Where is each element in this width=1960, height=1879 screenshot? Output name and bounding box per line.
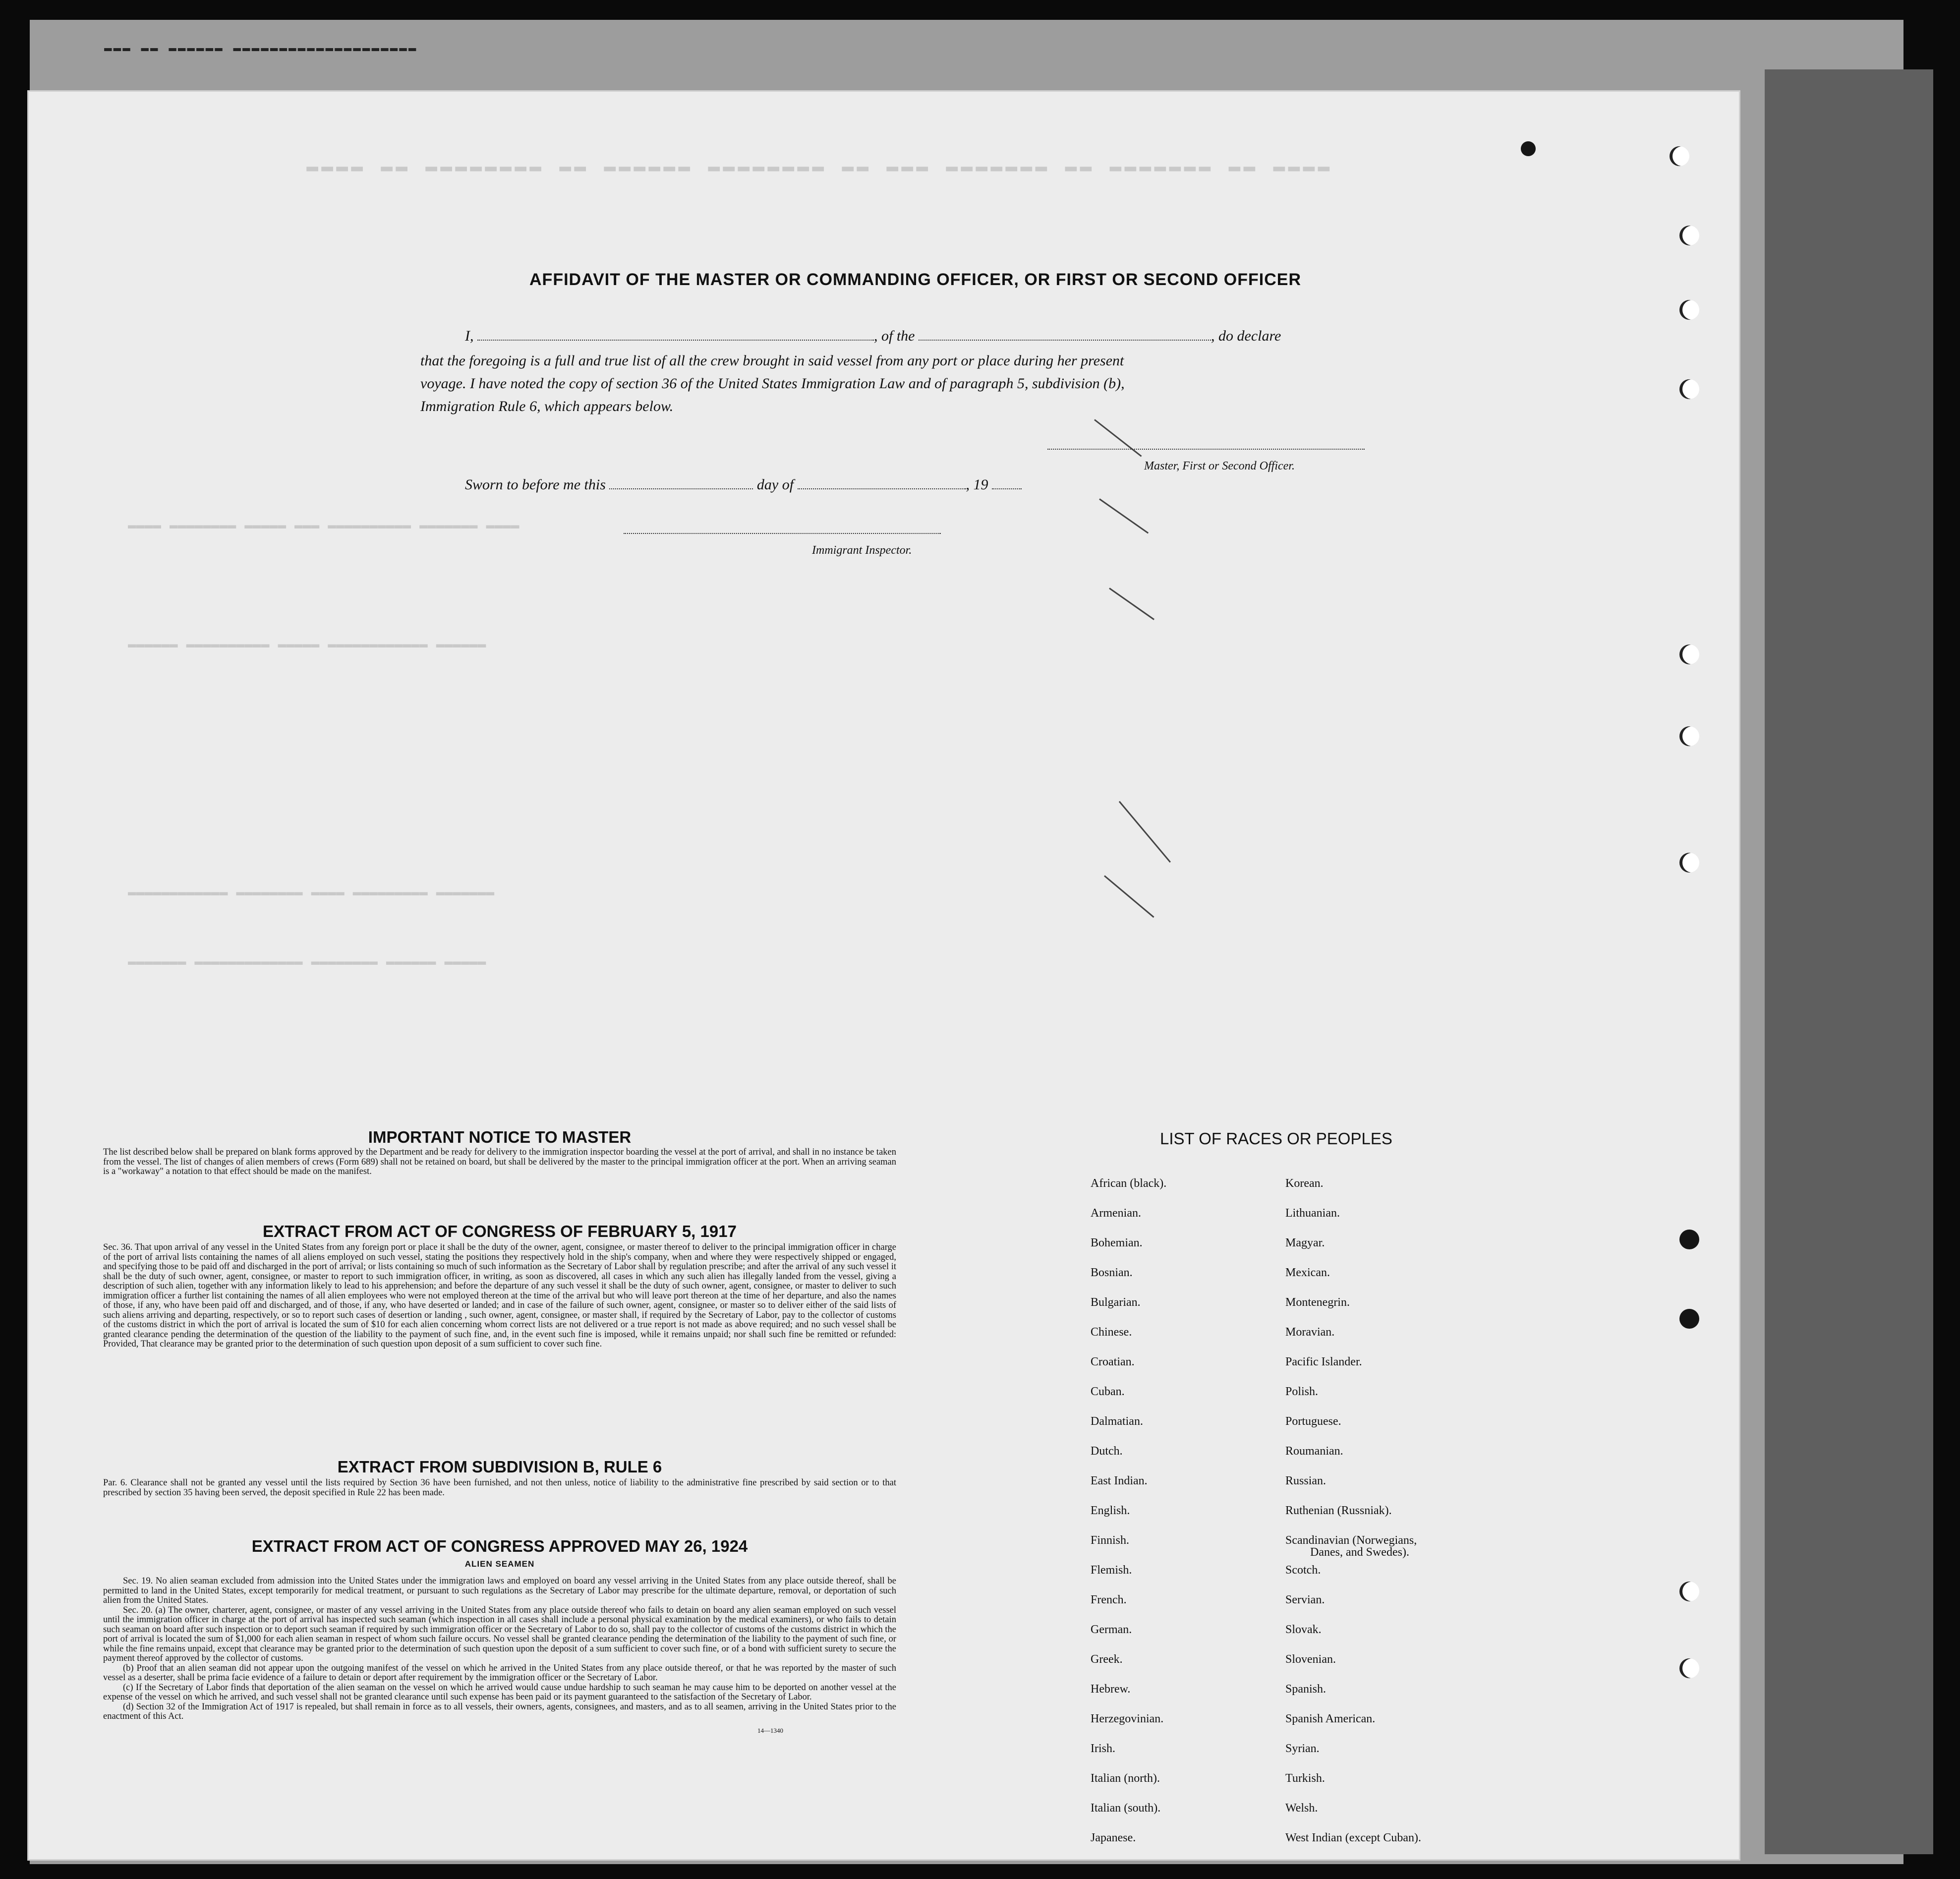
race-item: Irish.: [1091, 1742, 1115, 1755]
affidavit-line-2: that the foregoing is a full and true list of all the crew brought in said vessel from any port or place during her present: [420, 352, 1124, 369]
race-item: Hebrew.: [1091, 1683, 1131, 1696]
punch-hole: [1679, 645, 1699, 664]
punch-hole: [1679, 726, 1699, 746]
race-item: Armenian.: [1091, 1207, 1141, 1220]
race-item: Bosnian.: [1091, 1266, 1133, 1279]
race-item: Slovak.: [1285, 1623, 1322, 1636]
punch-hole: [1679, 1582, 1699, 1601]
race-item: Welsh.: [1285, 1802, 1318, 1815]
act-1924-sec-20c: (c) If the Secretary of Labor finds that deportation of the alien seaman on the vessel on which he arrived would cause undue hardship to such seaman he may cause him to be deported on another vessel at the expense of the vessel on which he arrived, and such vessel shall not be granted clearance until such expense has been paid or its payment guaranteed to the satisfaction of the Secretary of Labor.: [103, 1682, 896, 1702]
race-item: Magyar.: [1285, 1236, 1325, 1249]
background-bleed-text: ▬▬▬ ▬▬ ▬▬▬▬▬▬ ▬▬▬▬▬▬▬▬▬▬▬▬▬▬▬▬▬▬▬▬: [104, 41, 418, 56]
race-item: Servian.: [1285, 1593, 1325, 1606]
act-1924-title: EXTRACT FROM ACT OF CONGRESS APPROVED MAY 26, 1924: [251, 1537, 748, 1555]
year-label: , 19: [966, 476, 988, 493]
bleed-through-row: ▬▬▬▬▬▬ ▬▬▬▬▬▬▬▬▬▬ ▬▬▬▬▬ ▬▬▬▬▬▬▬▬▬▬▬▬ ▬▬▬▬▬▬: [128, 637, 486, 652]
race-item: Dalmatian.: [1091, 1415, 1143, 1428]
sworn-month-field[interactable]: [798, 488, 966, 489]
act-1924-text: [103, 1577, 896, 1722]
race-item: Italian (south).: [1091, 1802, 1161, 1815]
race-item: Roumanian.: [1285, 1445, 1343, 1458]
race-item: Dutch.: [1091, 1445, 1123, 1458]
pen-check-mark: [1099, 498, 1149, 533]
notice-title: IMPORTANT NOTICE TO MASTER: [368, 1128, 632, 1146]
background-page-edge: [1765, 69, 1933, 1854]
day-of-label: day of: [756, 476, 794, 493]
race-item: Bohemian.: [1091, 1236, 1143, 1249]
bleed-through-row: ▬▬▬▬▬▬▬ ▬▬▬▬▬▬▬▬▬▬▬▬▬ ▬▬▬▬▬▬▬▬ ▬▬▬▬▬▬ ▬▬▬▬▬: [128, 954, 486, 970]
sworn-label: Sworn to before me this: [465, 476, 606, 493]
bleed-through-row: ▬▬▬▬▬▬▬▬▬▬▬▬ ▬▬▬▬▬▬▬▬ ▬▬▬▬ ▬▬▬▬▬▬▬▬▬ ▬▬▬▬▬▬▬: [128, 885, 495, 900]
race-item: Japanese.: [1091, 1831, 1136, 1844]
sworn-line: [465, 473, 1022, 496]
race-item: Cuban.: [1091, 1385, 1125, 1398]
race-item: Moravian.: [1285, 1326, 1335, 1339]
race-item: Portuguese.: [1285, 1415, 1341, 1428]
race-item: Ruthenian (Russniak).: [1285, 1504, 1392, 1517]
race-item: Spanish.: [1285, 1683, 1326, 1696]
race-item: Pacific Islander.: [1285, 1355, 1362, 1368]
race-item: West Indian (except Cuban).: [1285, 1831, 1421, 1844]
races-right-column: [1285, 1177, 1421, 1862]
punch-hole: [1670, 146, 1689, 166]
bleed-through-header: ▬▬▬▬ ▬▬ ▬▬▬▬▬▬▬▬ ▬▬ ▬▬▬▬▬▬ ▬▬▬▬▬▬▬▬ ▬▬ ▬▬▬ ▬▬▬▬▬▬▬ ▬▬ ▬▬▬▬▬▬▬ ▬▬ ▬▬▬▬: [306, 156, 1333, 178]
affidavit-do-declare: , do declare: [1211, 328, 1281, 344]
act-1924-sec-20a: Sec. 20. (a) The owner, charterer, agent, consignee, or master of any vessel arriving in the United States from any place outside thereof who fails to detain on board any alien seaman employed on such vessel until the immigration officer in charge at the port of arrival has inspected such seaman (which inspection in all cases shall include a personal physical examination by the medical examiners), or who fails to detain such seaman on board after such inspection or to deport such seaman if required by such immigration officer or the Secretary of Labor to do so, shall pay to the collector of customs of the customs district in which the port of arrival is located the sum of $1,000 for each alien seaman in respect of whom such failure occurs. No vessel shall be granted clearance pending the determination of the liability to the payment of such fine, or while the fine remains unpaid, except that clearance may be granted prior to the determination of such question upon the deposit of a sum sufficient to cover such fine, or of a bond with sufficient surety to secure the payment thereof approved by the collector of customs.: [103, 1605, 896, 1663]
master-signature-caption: Master, First or Second Officer.: [1144, 460, 1295, 472]
pen-check-mark: [1109, 587, 1154, 620]
race-item: Mexican.: [1285, 1266, 1330, 1279]
race-item: Syrian.: [1285, 1742, 1320, 1755]
affidavit-of-the: , of the: [874, 328, 915, 344]
race-item: Italian (north).: [1091, 1772, 1160, 1785]
form-number: 14—1340: [757, 1727, 783, 1734]
act-1924-sec-19: Sec. 19. No alien seaman excluded from admission into the United States under the immigration laws and employed on board any vessel arriving in the United States from any place outside thereof, shall be permitted to land in the United States, except temporarily for medical treatment, or pursuant to such regulations as the Secretary of Labor may prescribe for the ultimate departure, removal, or deportation of such alien from the United States.: [103, 1576, 896, 1605]
punch-hole: [1679, 1230, 1699, 1249]
race-item-continuation: Danes, and Swedes).: [1310, 1546, 1409, 1559]
race-item: Turkish.: [1285, 1772, 1325, 1785]
race-item: Russian.: [1285, 1474, 1326, 1487]
race-item: English.: [1091, 1504, 1130, 1517]
races-left-column: [1091, 1177, 1166, 1862]
race-item: Croatian.: [1091, 1355, 1135, 1368]
punch-hole: [1679, 1658, 1699, 1678]
rule-6-text: Par. 6. Clearance shall not be granted any vessel until the lists required by Section 36 have been furnished, and not then unless, notice of liability to the administrative fine prescribed by said section or to that prescribed by section 35 having been served, the deposit specified in Rule 22 has been made.: [103, 1478, 896, 1498]
affidavit-line-4: Immigration Rule 6, which appears below.: [420, 398, 674, 414]
inspector-caption: Immigrant Inspector.: [812, 544, 912, 557]
race-item: Slovenian.: [1285, 1653, 1336, 1666]
pen-check-mark: [1094, 419, 1142, 457]
race-item: Korean.: [1285, 1177, 1324, 1190]
race-item: Herzegovinian.: [1091, 1712, 1164, 1725]
sworn-year-field[interactable]: [992, 488, 1022, 489]
affidavit-title: AFFIDAVIT OF THE MASTER OR COMMANDING OFFICER, OR FIRST OR SECOND OFFICER: [529, 270, 1301, 289]
inspector-signature-line[interactable]: [624, 533, 941, 534]
race-item: East Indian.: [1091, 1474, 1148, 1487]
punch-hole: [1521, 141, 1536, 156]
rule-6-title: EXTRACT FROM SUBDIVISION B, RULE 6: [337, 1458, 662, 1476]
race-item: Spanish American.: [1285, 1712, 1376, 1725]
punch-hole: [1679, 853, 1699, 873]
race-item: Polish.: [1285, 1385, 1319, 1398]
master-signature-line[interactable]: [1047, 449, 1365, 450]
race-item: Scandinavian (Norwegians,: [1285, 1534, 1417, 1547]
sworn-day-field[interactable]: [609, 488, 753, 489]
race-item: Montenegrin.: [1285, 1296, 1350, 1309]
race-item: German.: [1091, 1623, 1132, 1636]
manifest-back-page: [29, 92, 1739, 1859]
race-item: Chinese.: [1091, 1326, 1132, 1339]
punch-hole: [1679, 226, 1699, 245]
affidavit-i-label: I,: [465, 328, 474, 344]
race-item: Scotch.: [1285, 1564, 1321, 1577]
punch-hole: [1679, 1309, 1699, 1329]
affidavit-line-3: voyage. I have noted the copy of section 36 of the United States Immigration Law and of paragraph 5, subdivision (b),: [420, 375, 1125, 392]
race-item-scandinavian: [1285, 1534, 1421, 1564]
alien-seamen-subtitle: ALIEN SEAMEN: [464, 1559, 535, 1569]
race-item: Greek.: [1091, 1653, 1123, 1666]
race-item: Bulgarian.: [1091, 1296, 1141, 1309]
pen-check-mark: [1104, 875, 1154, 918]
race-item: Flemish.: [1091, 1564, 1132, 1577]
affidavit-declaration-line: [465, 325, 1281, 348]
act-1917-text: Sec. 36. That upon arrival of any vessel in the United States from any foreign port or place it shall be the duty of the owner, agent, consignee, or master thereof to deliver to the principal immigration officer in charge of the port of arrival lists containing the names of all aliens employed on such vessel, stating the positions they respectively hold in the ship's company, when and where they were respectively shipped or engaged, and specifying those to be paid off and discharged in the port of arrival; or lists containing so much of such information as the Secretary of Labor shall by regulation prescribe; and after the arrival of any such vessel it shall be the duty of such owner, agent, consignee, or master to report to such immigration officer, in writing, as soon as discovered, all cases in which any such alien has illegally landed from the vessel, giving a description of such alien, together with any information likely to lead to his apprehension; and before the departure of any such vessel it shall be the duty of such owner, agent, consignee, or master to deliver to such immigration officer a further list containing the names of all alien employees who were not employed thereon at the time of the arrival but who will leave port thereon at the time of her departure, and also the names of those, if any, who have been paid off and discharged, and of those, if any, who have deserted or landed; and in case of the failure of such owner, agent, consignee, or master so to deliver either of the said lists of such aliens arriving and departing, respectively, or so to report such cases of desertion or landing , such owner, agent, consignee, or master shall, if required by the Secretary of Labor, pay to the collector of customs of the customs district in which the port of arrival is located the sum of $10 for each alien concerning whom correct lists are not delivered or a true report is not made as above required; and no such vessel shall be granted clearance pending the determination of the question of the liability to the payment of such fine, and, in the event such fine is imposed, while it remains unpaid; nor shall such fine be remitted or refunded: Provided, That clearance may be granted prior to the determination of such question upon deposit of a sum sufficient to cover such fine.: [103, 1242, 896, 1349]
bleed-through-row: ▬▬▬▬ ▬▬▬▬▬▬▬▬ ▬▬▬▬▬ ▬▬▬ ▬▬▬▬▬▬▬▬▬▬ ▬▬▬▬▬▬▬ ▬▬▬▬: [128, 518, 519, 533]
notice-text: The list described below shall be prepared on blank forms approved by the Department and be ready for delivery to the immigration inspector boarding the vessel at the port of arrival, and shall in no instance be taken from the vessel. The list of changes of alien members of crews (Form 689) shall not be retained on board, but shall be delivered by the master to the principal immigration officer at the port. When an arriving seaman is a "workaway" a notation to that effect should be made on the manifest.: [103, 1147, 896, 1176]
master-name-field[interactable]: [477, 340, 874, 341]
race-item: Lithuanian.: [1285, 1207, 1340, 1220]
act-1924-sec-20d: (d) Section 32 of the Immigration Act of 1917 is repealed, but shall remain in force as to all vessels, their owners, agents, consignees, and masters, and as to all seamen, arriving in the United States prior to the enactment of this Act.: [103, 1702, 896, 1721]
act-1917-title: EXTRACT FROM ACT OF CONGRESS OF FEBRUARY 5, 1917: [263, 1222, 737, 1240]
act-1924-sec-20b: (b) Proof that an alien seaman did not appear upon the outgoing manifest of the vessel on which he arrived in the United States from any place outside thereof, or that he was reported by the master of such vessel as a deserter, shall be prima facie evidence of a failure to detain or deport after requirement by the immigration officer or the Secretary of Labor.: [103, 1663, 896, 1683]
pen-check-mark: [1119, 801, 1171, 863]
punch-hole: [1679, 300, 1699, 320]
race-item: African (black).: [1091, 1177, 1167, 1190]
vessel-name-field[interactable]: [919, 340, 1211, 341]
punch-hole: [1679, 379, 1699, 399]
race-item: French.: [1091, 1593, 1127, 1606]
race-item: Finnish.: [1091, 1534, 1130, 1547]
races-title: LIST OF RACES OR PEOPLES: [1160, 1129, 1392, 1148]
